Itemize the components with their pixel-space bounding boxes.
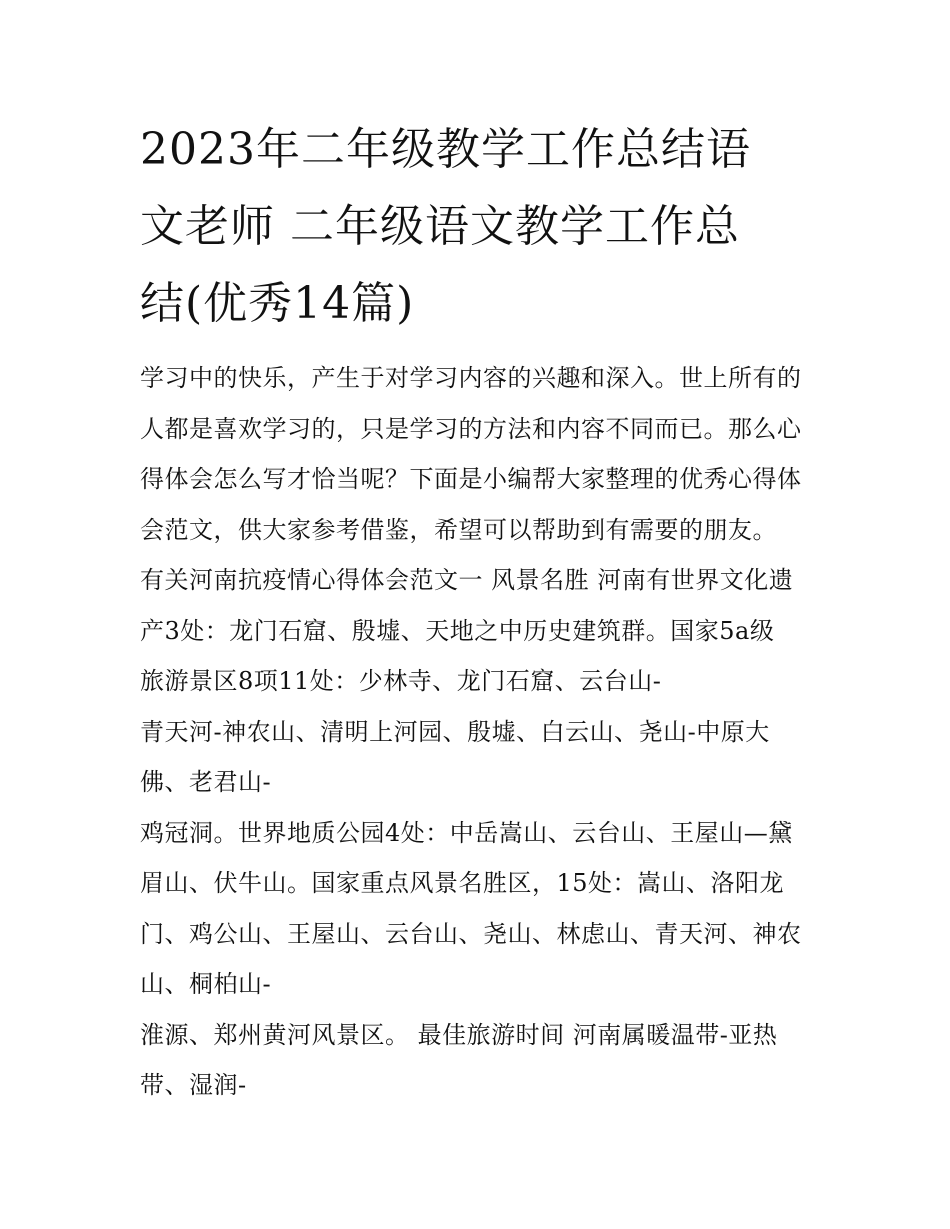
body-line-6: 产3处：龙门石窟、殷墟、天地之中历史建筑群。国家5a级: [140, 617, 775, 645]
body-line-10: 鸡冠洞。世界地质公园4处：中岳嵩山、云台山、王屋山—黛: [140, 819, 793, 847]
title-line-3: 结(优秀14篇): [140, 278, 415, 329]
title-line-1: 2023年二年级教学工作总结语: [140, 124, 751, 175]
body-line-1: 学习中的快乐，产生于对学习内容的兴趣和深入。世上所有的: [140, 364, 802, 392]
body-line-12: 门、鸡公山、王屋山、云台山、尧山、林虑山、青天河、神农: [140, 920, 802, 948]
body-line-14: 淮源、郑州黄河风景区。 最佳旅游时间 河南属暖温带-亚热: [140, 1021, 778, 1049]
body-line-4: 会范文，供大家参考借鉴，希望可以帮助到有需要的朋友。: [140, 516, 777, 544]
body-line-11: 眉山、伏牛山。国家重点风景名胜区，15处：嵩山、洛阳龙: [140, 869, 785, 897]
body-line-8: 青天河-神农山、清明上河园、殷墟、白云山、尧山-中原大: [140, 718, 770, 746]
body-line-3: 得体会怎么写才恰当呢？下面是小编帮大家整理的优秀心得体: [140, 465, 802, 493]
body-line-9: 佛、老君山-: [140, 768, 272, 796]
body-line-13: 山、桐柏山-: [140, 970, 272, 998]
body-line-2: 人都是喜欢学习的，只是学习的方法和内容不同而已。那么心: [140, 415, 802, 443]
body-line-7: 旅游景区8项11处：少林寺、龙门石窟、云台山-: [140, 667, 662, 695]
title-line-2: 文老师 二年级语文教学工作总: [140, 201, 740, 252]
body-line-5: 有关河南抗疫情心得体会范文一 风景名胜 河南有世界文化遗: [140, 566, 794, 594]
body-line-15: 带、湿润-: [140, 1071, 247, 1099]
